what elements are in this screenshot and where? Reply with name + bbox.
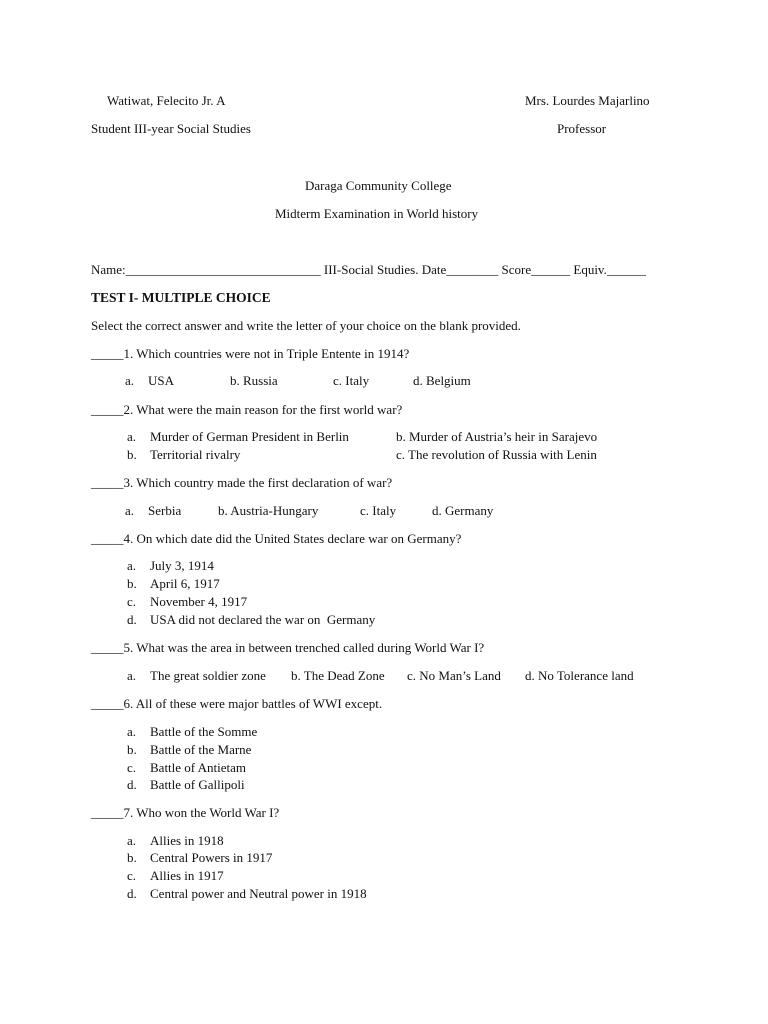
info-line: Name:______________________________ III-Social Studies. Date________ Score______ Equiv.______ bbox=[91, 262, 646, 277]
q4-option-b-letter: b. bbox=[127, 576, 137, 591]
exam-title: Midterm Examination in World history bbox=[275, 206, 479, 221]
q1-option-a: USA bbox=[148, 373, 175, 388]
q5-option-d: d. No Tolerance land bbox=[525, 668, 634, 683]
q6-option-b: Battle of the Marne bbox=[150, 742, 252, 757]
q7-option-b: Central Powers in 1917 bbox=[150, 850, 273, 865]
q3-option-a: Serbia bbox=[148, 503, 182, 518]
q5-option-c: c. No Man’s Land bbox=[407, 668, 501, 683]
q4-option-a: July 3, 1914 bbox=[150, 558, 214, 573]
q6-option-b-letter: b. bbox=[127, 742, 137, 757]
q7-option-d: Central power and Neutral power in 1918 bbox=[150, 886, 367, 901]
section-heading: TEST I- MULTIPLE CHOICE bbox=[91, 290, 271, 305]
q7-option-a-letter: a. bbox=[127, 833, 137, 848]
q6-option-c: Battle of Antietam bbox=[150, 760, 247, 775]
q7-option-b-letter: b. bbox=[127, 850, 137, 865]
q7-option-c-letter: c. bbox=[127, 868, 137, 883]
student-role: Student III-year Social Studies bbox=[91, 121, 251, 136]
q7-option-d-letter: d. bbox=[127, 886, 137, 901]
q2-option-b2-letter: b. bbox=[127, 447, 137, 462]
q5-option-a-letter: a. bbox=[127, 668, 137, 683]
teacher-role: Professor bbox=[557, 121, 607, 136]
q2-option-c: c. The revolution of Russia with Lenin bbox=[396, 447, 597, 462]
school-name: Daraga Community College bbox=[305, 178, 452, 193]
question-7: _____7. Who won the World War I? bbox=[91, 805, 280, 820]
q3-option-a-letter: a. bbox=[125, 503, 135, 518]
q4-option-d: USA did not declared the war on Germany bbox=[150, 612, 376, 627]
question-3: _____3. Which country made the first declaration of war? bbox=[91, 475, 393, 490]
q2-option-a: Murder of German President in Berlin bbox=[150, 429, 349, 444]
q6-option-a-letter: a. bbox=[127, 724, 137, 739]
q5-option-b: b. The Dead Zone bbox=[291, 668, 385, 683]
q6-option-d: Battle of Gallipoli bbox=[150, 777, 245, 792]
question-1: _____1. Which countries were not in Triple Entente in 1914? bbox=[91, 346, 410, 361]
q4-option-b: April 6, 1917 bbox=[150, 576, 220, 591]
teacher-name: Mrs. Lourdes Majarlino bbox=[525, 93, 650, 108]
q4-option-c: November 4, 1917 bbox=[150, 594, 248, 609]
q2-option-b2: Territorial rivalry bbox=[150, 447, 241, 462]
question-4: _____4. On which date did the United States declare war on Germany? bbox=[91, 531, 462, 546]
q6-option-c-letter: c. bbox=[127, 760, 137, 775]
question-6: _____6. All of these were major battles of WWI except. bbox=[91, 696, 383, 711]
q2-option-a-letter: a. bbox=[127, 429, 137, 444]
q5-option-a: The great soldier zone bbox=[150, 668, 266, 683]
q4-option-d-letter: d. bbox=[127, 612, 137, 627]
q1-option-c: c. Italy bbox=[333, 373, 370, 388]
q3-option-d: d. Germany bbox=[432, 503, 494, 518]
q1-option-a-letter: a. bbox=[125, 373, 135, 388]
question-2: _____2. What were the main reason for the first world war? bbox=[91, 402, 403, 417]
q1-option-d: d. Belgium bbox=[413, 373, 471, 388]
q3-option-c: c. Italy bbox=[360, 503, 397, 518]
q7-option-a: Allies in 1918 bbox=[150, 833, 224, 848]
q6-option-d-letter: d. bbox=[127, 777, 137, 792]
q4-option-a-letter: a. bbox=[127, 558, 137, 573]
q7-option-c: Allies in 1917 bbox=[150, 868, 224, 883]
student-name: Watiwat, Felecito Jr. A bbox=[107, 93, 226, 108]
instructions: Select the correct answer and write the letter of your choice on the blank provided. bbox=[91, 318, 521, 333]
q4-option-c-letter: c. bbox=[127, 594, 137, 609]
q1-option-b: b. Russia bbox=[230, 373, 278, 388]
question-5: _____5. What was the area in between trenched called during World War I? bbox=[91, 640, 485, 655]
q3-option-b: b. Austria-Hungary bbox=[218, 503, 319, 518]
q6-option-a: Battle of the Somme bbox=[150, 724, 258, 739]
q2-option-b: b. Murder of Austria’s heir in Sarajevo bbox=[396, 429, 598, 444]
